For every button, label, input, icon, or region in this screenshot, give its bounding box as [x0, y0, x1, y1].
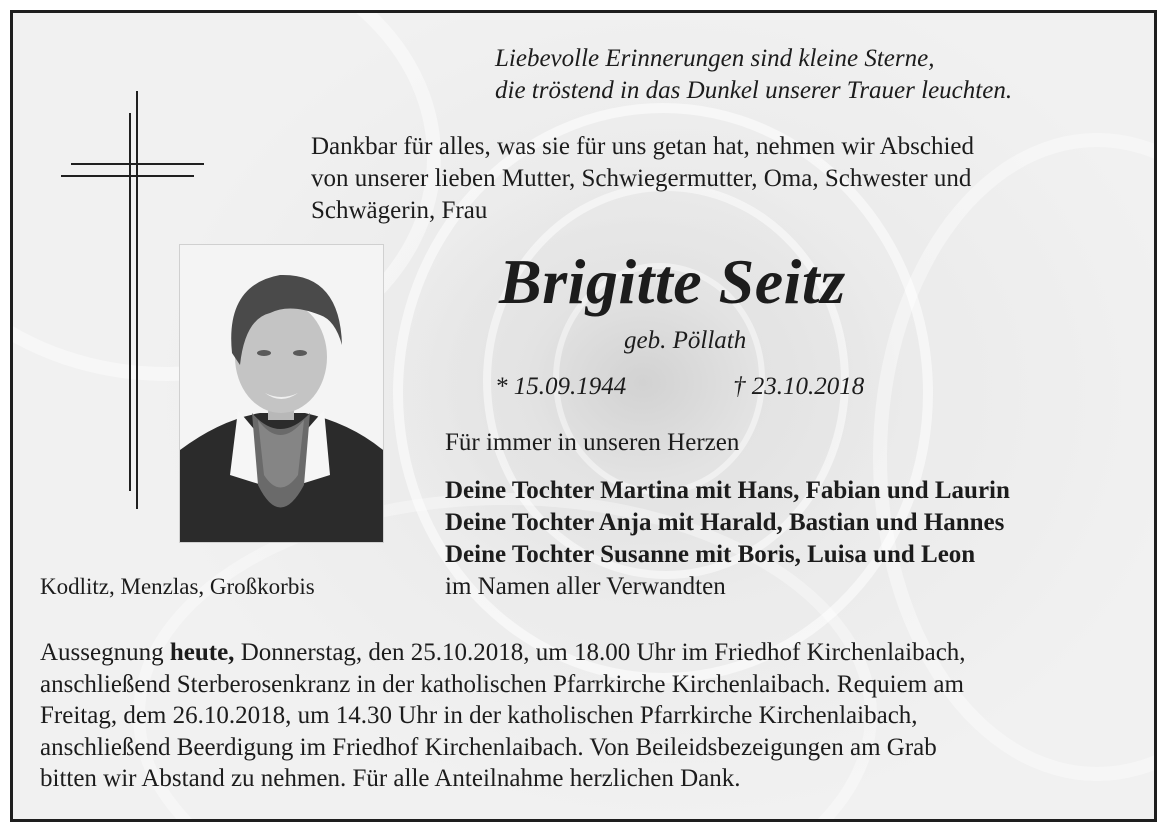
quote-line: Liebevolle Erinnerungen sind kleine Sterne,	[495, 45, 935, 72]
service-date-text: Donnerstag, den 25.10.2018, um 18.00 Uhr im Friedhof Kirchenlaibach,	[234, 639, 966, 666]
service-label: Aussegnung	[40, 639, 170, 666]
service-line: anschließend Beerdigung im Friedhof Kirchenlaibach. Von Beileidsbezeigungen am Grab	[40, 733, 937, 761]
towns-line: Kodlitz, Menzlas, Großkorbis	[40, 574, 315, 599]
intro-line: Dankbar für alles, was sie für uns getan hat, nehmen wir Abschied	[311, 133, 975, 160]
service-details	[40, 637, 966, 795]
quote-line: die tröstend in das Dunkel unserer Trauer leuchten.	[495, 77, 1013, 104]
portrait-photo	[180, 245, 383, 542]
family-member-line: Deine Tochter Martina mit Hans, Fabian und Laurin	[445, 477, 1010, 504]
obituary-frame	[10, 10, 1157, 822]
family-member-line: Deine Tochter Susanne mit Boris, Luisa und Leon	[445, 541, 976, 568]
cross-horizontal-bar	[71, 163, 204, 165]
relatives-line: im Namen aller Verwandten	[445, 573, 726, 600]
intro-text	[311, 131, 974, 227]
service-today: heute,	[169, 639, 235, 666]
birth-date: * 15.09.1944	[495, 373, 627, 400]
deceased-name: Brigitte Seitz	[499, 246, 846, 317]
cross-vertical-bar	[129, 113, 131, 491]
maiden-name: geb. Pöllath	[624, 327, 747, 354]
family-list	[445, 475, 1010, 571]
service-line: Freitag, dem 26.10.2018, um 14.30 Uhr in der katholischen Pfarrkirche Kirchenlaibach,	[40, 702, 918, 729]
cross-horizontal-bar	[61, 175, 194, 177]
service-line: anschließend Sterberosenkranz in der katholischen Pfarrkirche Kirchenlaibach. Requiem am	[40, 670, 964, 698]
family-member-line: Deine Tochter Anja mit Harald, Bastian und Hannes	[445, 509, 1005, 536]
intro-line: von unserer lieben Mutter, Schwiegermutter, Oma, Schwester und	[311, 165, 972, 192]
service-line	[40, 637, 966, 669]
cross-vertical-bar	[136, 91, 138, 509]
intro-line: Schwägerin, Frau	[311, 197, 488, 224]
memorial-quote	[495, 43, 1012, 107]
death-date: † 23.10.2018	[733, 373, 865, 400]
service-line: bitten wir Abstand zu nehmen. Für alle Anteilnahme herzlichen Dank.	[40, 765, 741, 792]
portrait-image	[180, 245, 383, 542]
closing-phrase: Für immer in unseren Herzen	[445, 429, 740, 456]
